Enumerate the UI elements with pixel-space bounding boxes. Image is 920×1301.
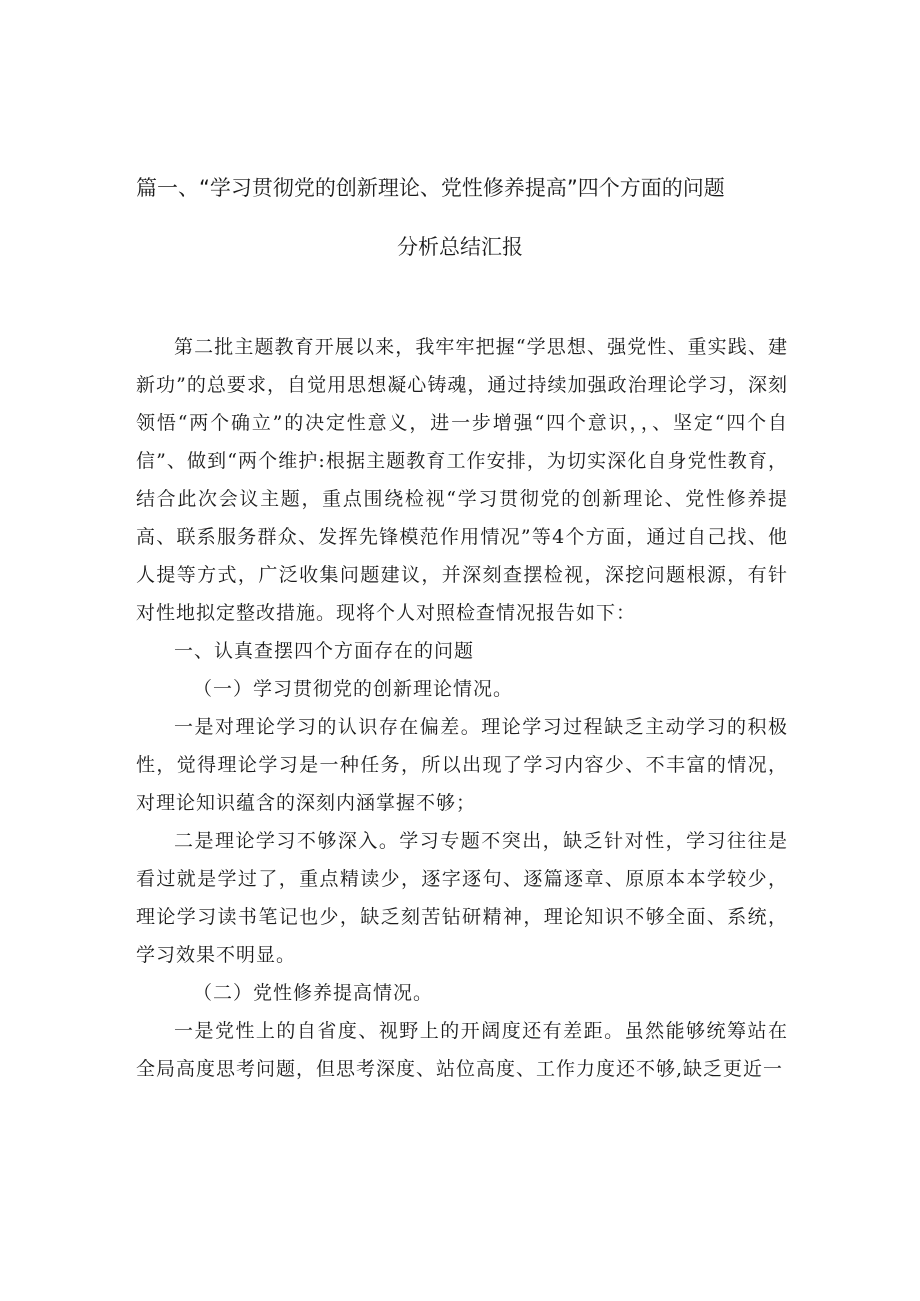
subsection-heading: （二）党性修养提高情况。 (193, 982, 434, 1004)
document-body (136, 328, 788, 1088)
subsection-heading: （一）学习贯彻党的创新理论情况。 (193, 678, 514, 700)
document-title-line1: 篇一、“学习贯彻党的创新理论、党性修养提高”四个方面的问题 (136, 176, 725, 200)
body-paragraph: 二是理论学习不够深入。学习专题不突出，缺乏针对性，学习往往是看过就是学过了，重点精读少，逐字逐句、逐篇逐章、原原本本学较少，理论学习读书笔记也少，缺乏刻苦钻研精神，理论知识不够全面、系统，学习效果不明显。 (136, 830, 788, 966)
body-paragraph: 一是党性上的自省度、视野上的开阔度还有差距。虽然能够统筹站在全局高度思考问题，但思考深度、站位高度、工作力度还不够,缺乏更近一 (136, 1020, 788, 1080)
document-title-line2: 分析总结汇报 (397, 235, 523, 259)
body-paragraph: 一是对理论学习的认识存在偏差。理论学习过程缺乏主动学习的积极性，觉得理论学习是一种任务，所以出现了学习内容少、不丰富的情况，对理论知识蕴含的深刻内涵掌握不够； (136, 716, 788, 814)
section-heading: 一、认真查摆四个方面存在的问题 (174, 640, 475, 662)
intro-paragraph: 第二批主题教育开展以来，我牢牢把握“学思想、强党性、重实践、建新功”的总要求，自觉用思想凝心铸魂，通过持续加强政治理论学习，深刻领悟“两个确立”的决定性意义，进一步增强“四个意识，，、坚定“四个自信”、做到“两个维护:根据主题教育工作安排，为切实深化自身党性教育，结合此次会议主题，重点围绕检视“学习贯彻党的创新理论、党性修养提高、联系服务群众、发挥先锋模范作用情况”等4个方面，通过自己找、他人提等方式，广泛收集问题建议，并深刻查摆检视，深挖问题根源，有针对性地拟定整改措施。现将个人对照检查情况报告如下： (136, 336, 788, 624)
